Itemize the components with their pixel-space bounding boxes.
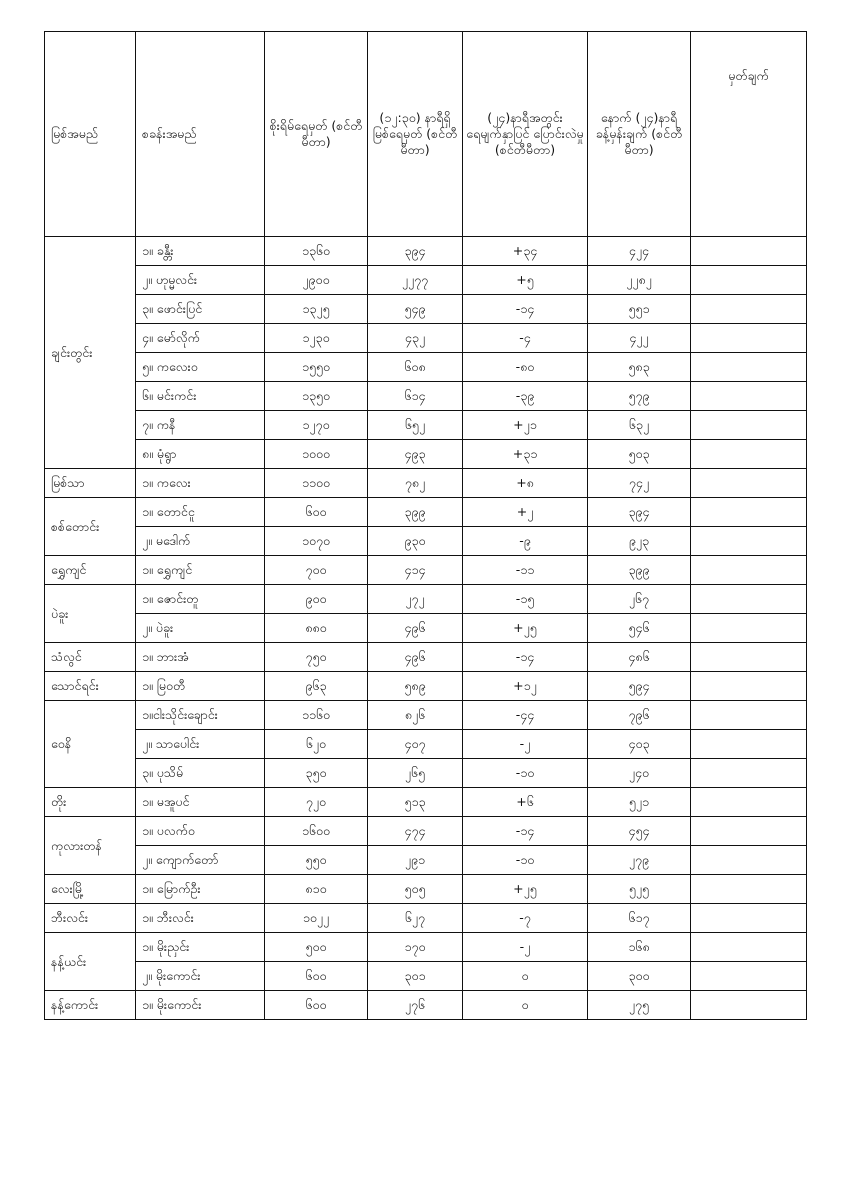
table-row (45, 817, 807, 846)
header-remarks: မှတ်ချက် (691, 32, 807, 237)
water-level-cell: ၁၇၀ (368, 933, 463, 962)
danger-level-cell: ၃၅၀ (265, 759, 368, 788)
water-level-cell: ၂၇၆ (368, 991, 463, 1020)
change-24h-cell: +၂၅ (463, 875, 588, 904)
river-name-cell: မြစ်သာ (45, 469, 136, 498)
change-24h-cell: +၃၄ (463, 237, 588, 266)
forecast-cell: ၄၈၆ (588, 643, 691, 672)
remarks-cell (691, 759, 807, 788)
remarks-cell (691, 933, 807, 962)
river-name-cell: ကုလားတန် (45, 817, 136, 875)
table-row (45, 585, 807, 614)
station-name-cell: ၆။ မင်းကင်း (136, 382, 265, 411)
remarks-cell (691, 788, 807, 817)
table-row (45, 672, 807, 701)
river-name-cell: နန့်ယင်း (45, 933, 136, 991)
remarks-cell (691, 643, 807, 672)
station-name-cell: ၁။ ဘီးလင်း (136, 904, 265, 933)
station-name-cell: ၁။ မြောက်ဦး (136, 875, 265, 904)
header-water-level: (၁၂:၃၀) နာရီရှိ မြစ်ရေမှတ် (စင်တီမီတာ) (368, 32, 463, 237)
river-name-cell: စစ်တောင်း (45, 498, 136, 556)
forecast-cell: ၂၇၉ (588, 846, 691, 875)
forecast-cell: ၆၃၂ (588, 411, 691, 440)
header-river-name: မြစ်အမည် (45, 32, 136, 237)
change-24h-cell: -၁၄ (463, 295, 588, 324)
change-24h-cell: ၀ (463, 991, 588, 1020)
change-24h-cell: -၈၀ (463, 353, 588, 382)
danger-level-cell: ၆၂၀ (265, 730, 368, 759)
danger-level-cell: ၁၀၂၂ (265, 904, 368, 933)
danger-level-cell: ၅၀၀ (265, 933, 368, 962)
water-level-cell: ၅၁၃ (368, 788, 463, 817)
danger-level-cell: ၈၁၀ (265, 875, 368, 904)
danger-level-cell: ၉၆၃ (265, 672, 368, 701)
river-name-cell: ဘီးလင်း (45, 904, 136, 933)
change-24h-cell: +၈ (463, 469, 588, 498)
forecast-cell: ၅၂၁ (588, 788, 691, 817)
river-name-cell: ချင်းတွင်း (45, 237, 136, 469)
remarks-cell (691, 817, 807, 846)
change-24h-cell: -၂ (463, 933, 588, 962)
danger-level-cell: ၁၃၅၀ (265, 382, 368, 411)
water-level-cell: ၄၇၄ (368, 817, 463, 846)
change-24h-cell: -၂ (463, 730, 588, 759)
header-forecast: နောက် (၂၄)နာရီ ခန့်မှန်းချက် (စင်တီမီတာ) (588, 32, 691, 237)
remarks-cell (691, 962, 807, 991)
change-24h-cell: -၁၅ (463, 585, 588, 614)
remarks-cell (691, 672, 807, 701)
water-level-cell: ၅၀၅ (368, 875, 463, 904)
station-name-cell: ၇။ ကနီ (136, 411, 265, 440)
remarks-cell (691, 846, 807, 875)
station-name-cell: ၂။ ပဲခူး (136, 614, 265, 643)
table-row (45, 353, 807, 382)
change-24h-cell: -၁၄ (463, 817, 588, 846)
change-24h-cell: +၁၂ (463, 672, 588, 701)
danger-level-cell: ၆၀၀ (265, 991, 368, 1020)
station-name-cell: ၁။ ခန္တီး (136, 237, 265, 266)
danger-level-cell: ၇၂၀ (265, 788, 368, 817)
table-row (45, 643, 807, 672)
danger-level-cell: ၁၁၀၀ (265, 469, 368, 498)
river-name-cell: တိုး (45, 788, 136, 817)
danger-level-cell: ၁၂၃၀ (265, 324, 368, 353)
water-level-cell: ၄၀၇ (368, 730, 463, 759)
water-level-cell: ၃၉၄ (368, 237, 463, 266)
table-row (45, 237, 807, 266)
change-24h-cell: +၂၁ (463, 411, 588, 440)
forecast-cell: ၅၈၃ (588, 353, 691, 382)
change-24h-cell: -၃၉ (463, 382, 588, 411)
forecast-cell: ၂၇၅ (588, 991, 691, 1020)
remarks-cell (691, 614, 807, 643)
remarks-cell (691, 585, 807, 614)
remarks-cell (691, 440, 807, 469)
water-level-cell: ၄၃၂ (368, 324, 463, 353)
water-level-cell: ၅၄၉ (368, 295, 463, 324)
remarks-cell (691, 237, 807, 266)
water-level-cell: ၅၈၉ (368, 672, 463, 701)
forecast-cell: ၄၂၂ (588, 324, 691, 353)
change-24h-cell: -၁၁ (463, 556, 588, 585)
table-row (45, 875, 807, 904)
remarks-cell (691, 701, 807, 730)
change-24h-cell: -၉ (463, 527, 588, 556)
change-24h-cell: -၁၄ (463, 643, 588, 672)
table-row (45, 266, 807, 295)
table-row (45, 730, 807, 759)
table-row (45, 295, 807, 324)
danger-level-cell: ၆၀၀ (265, 962, 368, 991)
table-row (45, 498, 807, 527)
danger-level-cell: ၁၃၆၀ (265, 237, 368, 266)
station-name-cell: ၂။ ကျောက်တော် (136, 846, 265, 875)
forecast-cell: ၅၄၆ (588, 614, 691, 643)
change-24h-cell: +၆ (463, 788, 588, 817)
table-row (45, 701, 807, 730)
danger-level-cell: ၂၉၀၀ (265, 266, 368, 295)
forecast-cell: ၂၂၈၂ (588, 266, 691, 295)
forecast-cell: ၃၉၉ (588, 556, 691, 585)
forecast-cell: ၅၀၃ (588, 440, 691, 469)
station-name-cell: ၂။ မိုးကောင်း (136, 962, 265, 991)
remarks-cell (691, 469, 807, 498)
station-name-cell: ၁။ ဇောင်းတူ (136, 585, 265, 614)
river-name-cell: ရွှေကျင် (45, 556, 136, 585)
danger-level-cell: ၇၀၀ (265, 556, 368, 585)
change-24h-cell: +၅ (463, 266, 588, 295)
water-level-cell: ၃၉၉ (368, 498, 463, 527)
remarks-cell (691, 730, 807, 759)
table-row (45, 759, 807, 788)
danger-level-cell: ၁၃၂၅ (265, 295, 368, 324)
forecast-cell: ၄၅၄ (588, 817, 691, 846)
danger-level-cell: ၁၅၅၀ (265, 353, 368, 382)
station-name-cell: ၁။ငါးသိုင်းချောင်း (136, 701, 265, 730)
table-row (45, 614, 807, 643)
river-level-table (44, 31, 807, 1020)
forecast-cell: ၅၅၁ (588, 295, 691, 324)
danger-level-cell: ၁၀၇၀ (265, 527, 368, 556)
table-row (45, 324, 807, 353)
station-name-cell: ၂။ ဟုမ္မလင်း (136, 266, 265, 295)
change-24h-cell: ၀ (463, 962, 588, 991)
header-danger-level: စိုးရိမ်ရေမှတ် (စင်တီမီတာ) (265, 32, 368, 237)
water-level-cell: ၂၉၁ (368, 846, 463, 875)
danger-level-cell: ၁၁၆၀ (265, 701, 368, 730)
water-level-cell: ၆၀၈ (368, 353, 463, 382)
header-row (45, 32, 807, 237)
station-name-cell: ၂။ မဒေါက် (136, 527, 265, 556)
remarks-cell (691, 411, 807, 440)
header-change-24h: (၂၄)နာရီအတွင်း ရေမျက်နှာပြင် ပြောင်းလဲမှု (စင်တီမီတာ) (463, 32, 588, 237)
water-level-cell: ၉၃၀ (368, 527, 463, 556)
water-level-cell: ၈၂၆ (368, 701, 463, 730)
danger-level-cell: ၁၀၀၀ (265, 440, 368, 469)
river-name-cell: သောင်ရင်း (45, 672, 136, 701)
remarks-cell (691, 295, 807, 324)
table-row (45, 904, 807, 933)
danger-level-cell: ၉၀၀ (265, 585, 368, 614)
forecast-cell: ၂၄၀ (588, 759, 691, 788)
remarks-cell (691, 324, 807, 353)
station-name-cell: ၅။ ကလေးဝ (136, 353, 265, 382)
water-level-cell: ၄၉၆ (368, 643, 463, 672)
water-level-cell: ၇၈၂ (368, 469, 463, 498)
forecast-cell: ၄၀၃ (588, 730, 691, 759)
remarks-cell (691, 875, 807, 904)
station-name-cell: ၈။ မုံရွာ (136, 440, 265, 469)
river-name-cell: လေးမြို့ (45, 875, 136, 904)
water-level-cell: ၂၆၅ (368, 759, 463, 788)
river-name-cell: ဝေနိ (45, 701, 136, 788)
remarks-cell (691, 527, 807, 556)
station-name-cell: ၁။ မအူပင် (136, 788, 265, 817)
remarks-cell (691, 904, 807, 933)
water-level-cell: ၄၉၆ (368, 614, 463, 643)
forecast-cell: ၉၂၃ (588, 527, 691, 556)
water-level-cell: ၂၂၇၇ (368, 266, 463, 295)
river-name-cell: နန့်ကောင်း (45, 991, 136, 1020)
change-24h-cell: +၂၅ (463, 614, 588, 643)
station-name-cell: ၂။ သာပေါင်း (136, 730, 265, 759)
danger-level-cell: ၈၈၀ (265, 614, 368, 643)
table-row (45, 440, 807, 469)
table-row (45, 411, 807, 440)
table-row (45, 991, 807, 1020)
forecast-cell: ၁၆၈ (588, 933, 691, 962)
change-24h-cell: -၄ (463, 324, 588, 353)
remarks-cell (691, 353, 807, 382)
forecast-cell: ၇၉၆ (588, 701, 691, 730)
forecast-cell: ၅၇၉ (588, 382, 691, 411)
remarks-cell (691, 556, 807, 585)
forecast-cell: ၃၀၀ (588, 962, 691, 991)
water-level-cell: ၆၂၇ (368, 904, 463, 933)
water-level-cell: ၄၉၃ (368, 440, 463, 469)
station-name-cell: ၁။ ရွှေကျင် (136, 556, 265, 585)
table-row (45, 962, 807, 991)
forecast-cell: ၅၉၄ (588, 672, 691, 701)
water-level-cell: ၂၇၂ (368, 585, 463, 614)
remarks-cell (691, 498, 807, 527)
change-24h-cell: -၁၀ (463, 846, 588, 875)
table-row (45, 527, 807, 556)
table-body (45, 237, 807, 1020)
forecast-cell: ၃၉၄ (588, 498, 691, 527)
station-name-cell: ၁။ မြဝတီ (136, 672, 265, 701)
table-row (45, 469, 807, 498)
station-name-cell: ၁။ ကလေး (136, 469, 265, 498)
station-name-cell: ၃။ ဖောင်းပြင် (136, 295, 265, 324)
river-level-sheet (44, 31, 806, 1020)
station-name-cell: ၁။ မိုးညှင်း (136, 933, 265, 962)
forecast-cell: ၅၂၅ (588, 875, 691, 904)
water-level-cell: ၃၀၁ (368, 962, 463, 991)
change-24h-cell: -၄၄ (463, 701, 588, 730)
forecast-cell: ၄၂၄ (588, 237, 691, 266)
header-station-name: စခန်းအမည် (136, 32, 265, 237)
remarks-cell (691, 382, 807, 411)
table-row (45, 788, 807, 817)
station-name-cell: ၁။ မိုးကောင်း (136, 991, 265, 1020)
danger-level-cell: ၁၆၀၀ (265, 817, 368, 846)
forecast-cell: ၇၄၂ (588, 469, 691, 498)
change-24h-cell: +၃၁ (463, 440, 588, 469)
station-name-cell: ၄။ မော်လိုက် (136, 324, 265, 353)
river-name-cell: ပဲခူး (45, 585, 136, 643)
change-24h-cell: +၂ (463, 498, 588, 527)
table-row (45, 382, 807, 411)
remarks-cell (691, 991, 807, 1020)
table-row (45, 846, 807, 875)
station-name-cell: ၁။ ဘားအံ (136, 643, 265, 672)
river-name-cell: သံလွင် (45, 643, 136, 672)
change-24h-cell: -၁၀ (463, 759, 588, 788)
table-row (45, 933, 807, 962)
forecast-cell: ၆၁၇ (588, 904, 691, 933)
station-name-cell: ၁။ ပလက်ဝ (136, 817, 265, 846)
station-name-cell: ၃။ ပုသိမ် (136, 759, 265, 788)
water-level-cell: ၄၁၄ (368, 556, 463, 585)
remarks-cell (691, 266, 807, 295)
danger-level-cell: ၁၂၇၀ (265, 411, 368, 440)
water-level-cell: ၆၁၄ (368, 382, 463, 411)
danger-level-cell: ၅၅၀ (265, 846, 368, 875)
water-level-cell: ၆၅၂ (368, 411, 463, 440)
forecast-cell: ၂၆၇ (588, 585, 691, 614)
danger-level-cell: ၇၅၀ (265, 643, 368, 672)
table-row (45, 556, 807, 585)
change-24h-cell: -၇ (463, 904, 588, 933)
station-name-cell: ၁။ တောင်ငူ (136, 498, 265, 527)
danger-level-cell: ၆၀၀ (265, 498, 368, 527)
